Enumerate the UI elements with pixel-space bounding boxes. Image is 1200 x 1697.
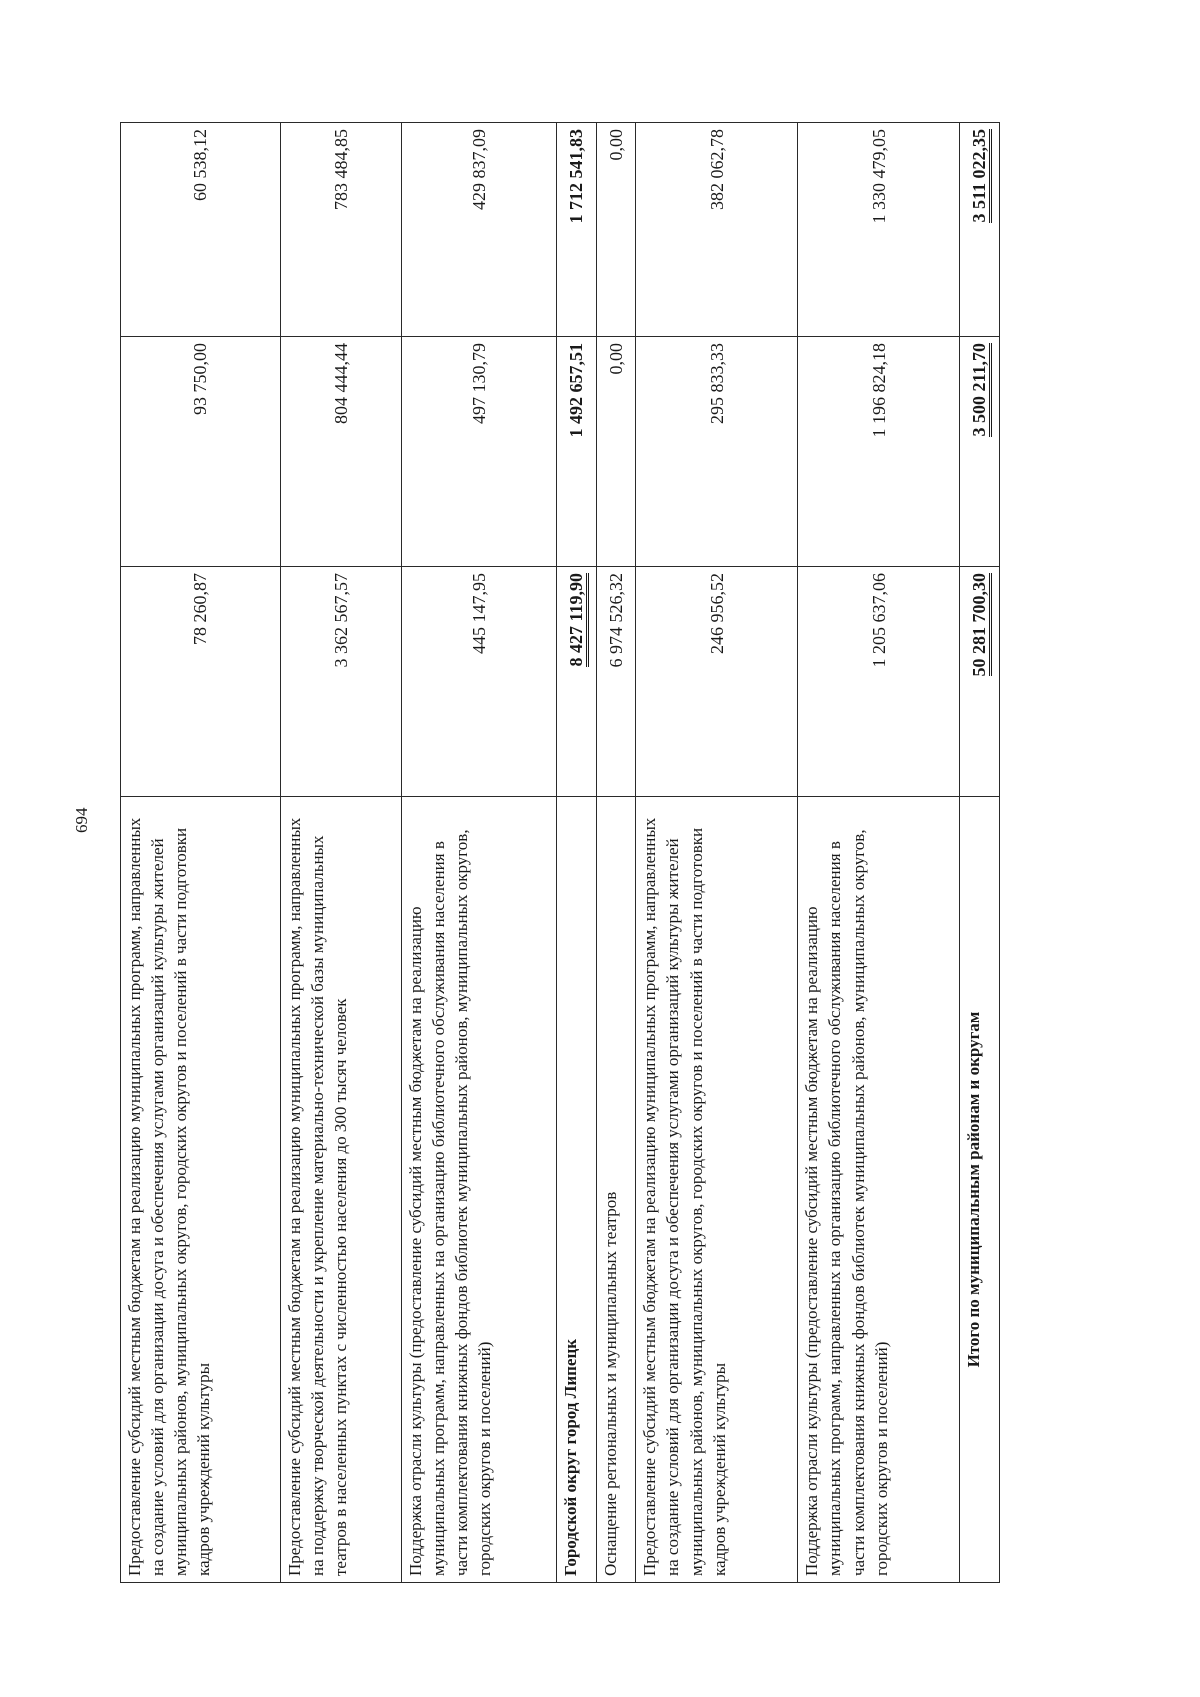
value-text: 8 427 119,90 bbox=[566, 573, 589, 667]
table-row bbox=[596, 123, 635, 1583]
value-cell: 1 492 657,51 bbox=[557, 337, 596, 567]
value-cell: 3 362 567,57 bbox=[281, 567, 402, 797]
value-cell: 497 130,79 bbox=[401, 337, 557, 567]
budget-table bbox=[120, 122, 1000, 1583]
row-name: Поддержка отрасли культуры (предоставление субсидий местным бюджетам на реализацию муниципальных программ, направленных на организацию библиотечного обслуживания населения в части комплектования книжных фондов библиотек муниципальных районов, муниципальных округов, городских округов и поселений) bbox=[798, 797, 960, 1583]
value-text: 3 500 211,70 bbox=[969, 343, 992, 437]
value-cell: 382 062,78 bbox=[636, 123, 798, 337]
total-label: Итого по муниципальным районам и округам bbox=[960, 797, 1000, 1583]
value-cell: 295 833,33 bbox=[636, 337, 798, 567]
table-row-total bbox=[960, 123, 1000, 1583]
row-name: Предоставление субсидий местным бюджетам на реализацию муниципальных программ, направленных на поддержку творческой деятельности и укрепление материально-технической базы муниципальных театров в населенных пунктах с численностью населения до 300 тысяч человек bbox=[281, 797, 402, 1583]
table-row-subtotal bbox=[557, 123, 596, 1583]
row-name: Поддержка отрасли культуры (предоставление субсидий местным бюджетам на реализацию муниципальных программ, направленных на организацию библиотечного обслуживания населения в части комплектования книжных фондов библиотек муниципальных районов, муниципальных округов, городских округов и поселений) bbox=[401, 797, 557, 1583]
value-cell: 804 444,44 bbox=[281, 337, 402, 567]
value-cell: 60 538,12 bbox=[121, 123, 281, 337]
row-name: Предоставление субсидий местным бюджетам на реализацию муниципальных программ, направленных на создание условий для организации досуга и обеспечения услугами организаций культуры жителей муниципальных районов, муниципальных округов, городских округов и поселений в части подготовки кадров учреждений культуры bbox=[636, 797, 798, 1583]
value-cell: 1 330 479,05 bbox=[798, 123, 960, 337]
value-cell: 78 260,87 bbox=[121, 567, 281, 797]
table-row bbox=[121, 123, 281, 1583]
value-cell: 429 837,09 bbox=[401, 123, 557, 337]
row-name: Городской округ город Липецк bbox=[557, 797, 596, 1583]
table-row bbox=[798, 123, 960, 1583]
value-cell: 0,00 bbox=[596, 337, 635, 567]
row-name: Оснащение региональных и муниципальных театров bbox=[596, 797, 635, 1583]
value-cell: 783 484,85 bbox=[281, 123, 402, 337]
table-row bbox=[636, 123, 798, 1583]
value-text: 50 281 700,30 bbox=[969, 573, 992, 677]
table-row bbox=[281, 123, 402, 1583]
rotated-table-container bbox=[120, 123, 1000, 1583]
table-row bbox=[401, 123, 557, 1583]
value-cell: 0,00 bbox=[596, 123, 635, 337]
total-value-cell bbox=[960, 567, 1000, 797]
value-cell: 1 712 541,83 bbox=[557, 123, 596, 337]
value-cell: 93 750,00 bbox=[121, 337, 281, 567]
value-text: 3 511 022,35 bbox=[969, 129, 992, 223]
value-cell: 246 956,52 bbox=[636, 567, 798, 797]
value-cell: 1 205 637,06 bbox=[798, 567, 960, 797]
row-name: Предоставление субсидий местным бюджетам на реализацию муниципальных программ, направленных на создание условий для организации досуга и обеспечения услугами организаций культуры жителей муниципальных районов, муниципальных округов, городских округов и поселений в части подготовки кадров учреждений культуры bbox=[121, 797, 281, 1583]
value-cell: 445 147,95 bbox=[401, 567, 557, 797]
total-value-cell bbox=[960, 123, 1000, 337]
value-cell bbox=[557, 567, 596, 797]
total-value-cell bbox=[960, 337, 1000, 567]
value-cell: 6 974 526,32 bbox=[596, 567, 635, 797]
value-cell: 1 196 824,18 bbox=[798, 337, 960, 567]
page-number: 694 bbox=[72, 807, 91, 833]
